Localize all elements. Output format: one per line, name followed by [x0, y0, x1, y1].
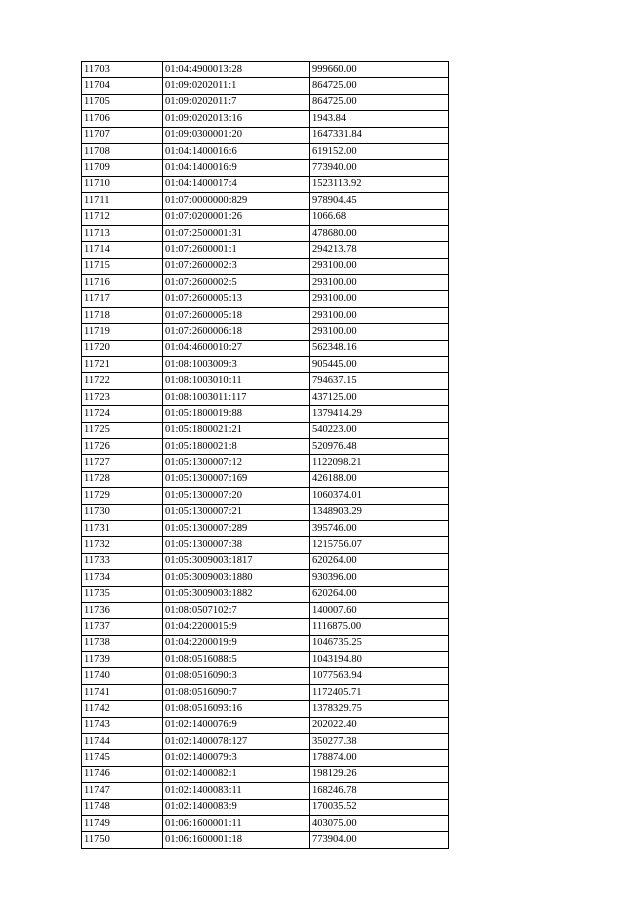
value-cell: 1046735.25	[310, 635, 449, 651]
table-row	[82, 143, 449, 159]
table-row	[82, 832, 449, 848]
table-row	[82, 176, 449, 192]
table-row	[82, 225, 449, 241]
value-cell: 562348.16	[310, 340, 449, 356]
value-cell: 999660.00	[310, 62, 449, 78]
table-row	[82, 193, 449, 209]
cadastral-number-cell: 01:08:0516090:7	[163, 684, 310, 700]
row-number-cell: 11731	[82, 520, 163, 536]
value-cell: 198129.26	[310, 766, 449, 782]
table-row	[82, 422, 449, 438]
cadastral-number-cell: 01:08:0516093:16	[163, 701, 310, 717]
row-number-cell: 11716	[82, 275, 163, 291]
row-number-cell: 11736	[82, 602, 163, 618]
table-row	[82, 357, 449, 373]
table-row	[82, 815, 449, 831]
cadastral-number-cell: 01:07:2600002:3	[163, 258, 310, 274]
row-number-cell: 11703	[82, 62, 163, 78]
cadastral-number-cell: 01:05:1800021:21	[163, 422, 310, 438]
row-number-cell: 11712	[82, 209, 163, 225]
row-number-cell: 11722	[82, 373, 163, 389]
value-cell: 773904.00	[310, 832, 449, 848]
value-cell: 520976.48	[310, 438, 449, 454]
cadastral-number-cell: 01:05:3009003:1882	[163, 586, 310, 602]
row-number-cell: 11727	[82, 455, 163, 471]
table-row	[82, 94, 449, 110]
value-cell: 395746.00	[310, 520, 449, 536]
value-cell: 1215756.07	[310, 537, 449, 553]
value-cell: 1122098.21	[310, 455, 449, 471]
value-cell: 426188.00	[310, 471, 449, 487]
row-number-cell: 11732	[82, 537, 163, 553]
value-cell: 294213.78	[310, 242, 449, 258]
cadastral-number-cell: 01:07:2600005:18	[163, 307, 310, 323]
cadastral-number-cell: 01:09:0202011:1	[163, 78, 310, 94]
table-row	[82, 750, 449, 766]
value-cell: 620264.00	[310, 553, 449, 569]
table-row	[82, 389, 449, 405]
cadastral-number-cell: 01:06:1600001:18	[163, 832, 310, 848]
table-row	[82, 684, 449, 700]
value-cell: 140007.60	[310, 602, 449, 618]
value-cell: 864725.00	[310, 94, 449, 110]
table-row	[82, 307, 449, 323]
value-cell: 978904.45	[310, 193, 449, 209]
row-number-cell: 11735	[82, 586, 163, 602]
cadastral-number-cell: 01:04:2200015:9	[163, 619, 310, 635]
table-row	[82, 701, 449, 717]
table-row	[82, 275, 449, 291]
cadastral-number-cell: 01:04:4900013:28	[163, 62, 310, 78]
table-row	[82, 160, 449, 176]
value-cell: 1943.84	[310, 111, 449, 127]
cadastral-number-cell: 01:04:1400016:9	[163, 160, 310, 176]
row-number-cell: 11750	[82, 832, 163, 848]
value-cell: 619152.00	[310, 143, 449, 159]
value-cell: 178874.00	[310, 750, 449, 766]
cadastral-number-cell: 01:08:0516090:3	[163, 668, 310, 684]
cadastral-number-cell: 01:07:0000000:829	[163, 193, 310, 209]
table-row	[82, 783, 449, 799]
row-number-cell: 11744	[82, 734, 163, 750]
row-number-cell: 11718	[82, 307, 163, 323]
row-number-cell: 11730	[82, 504, 163, 520]
value-cell: 1172405.71	[310, 684, 449, 700]
table-row	[82, 799, 449, 815]
cadastral-number-cell: 01:08:1003011:117	[163, 389, 310, 405]
table-row	[82, 717, 449, 733]
value-cell: 293100.00	[310, 275, 449, 291]
row-number-cell: 11726	[82, 438, 163, 454]
value-cell: 437125.00	[310, 389, 449, 405]
row-number-cell: 11705	[82, 94, 163, 110]
row-number-cell: 11742	[82, 701, 163, 717]
value-cell: 1523113.92	[310, 176, 449, 192]
cadastral-number-cell: 01:08:0516088:5	[163, 652, 310, 668]
cadastral-number-cell: 01:08:0507102:7	[163, 602, 310, 618]
row-number-cell: 11717	[82, 291, 163, 307]
cadastral-number-cell: 01:07:0200001:26	[163, 209, 310, 225]
value-cell: 1060374.01	[310, 488, 449, 504]
table-row	[82, 668, 449, 684]
table-row	[82, 209, 449, 225]
cadastral-number-cell: 01:04:1400017:4	[163, 176, 310, 192]
row-number-cell: 11719	[82, 324, 163, 340]
cadastral-number-cell: 01:09:0202011:7	[163, 94, 310, 110]
cadastral-number-cell: 01:05:3009003:1817	[163, 553, 310, 569]
value-cell: 794637.15	[310, 373, 449, 389]
value-cell: 1647331.84	[310, 127, 449, 143]
value-cell: 1116875.00	[310, 619, 449, 635]
table-row	[82, 438, 449, 454]
table-row	[82, 324, 449, 340]
table-row	[82, 553, 449, 569]
table-row	[82, 734, 449, 750]
row-number-cell: 11711	[82, 193, 163, 209]
value-cell: 202022.40	[310, 717, 449, 733]
cadastral-number-cell: 01:07:2600002:5	[163, 275, 310, 291]
row-number-cell: 11720	[82, 340, 163, 356]
row-number-cell: 11723	[82, 389, 163, 405]
cadastral-number-cell: 01:07:2600005:13	[163, 291, 310, 307]
row-number-cell: 11728	[82, 471, 163, 487]
row-number-cell: 11738	[82, 635, 163, 651]
value-cell: 293100.00	[310, 307, 449, 323]
row-number-cell: 11741	[82, 684, 163, 700]
cadastral-number-cell: 01:04:1400016:6	[163, 143, 310, 159]
table-row	[82, 340, 449, 356]
value-cell: 1077563.94	[310, 668, 449, 684]
value-cell: 1043194.80	[310, 652, 449, 668]
cadastral-number-cell: 01:04:4600010:27	[163, 340, 310, 356]
cadastral-number-cell: 01:07:2500001:31	[163, 225, 310, 241]
row-number-cell: 11749	[82, 815, 163, 831]
value-cell: 293100.00	[310, 291, 449, 307]
cadastral-number-cell: 01:09:0202013:16	[163, 111, 310, 127]
cadastral-number-cell: 01:05:1300007:38	[163, 537, 310, 553]
value-cell: 403075.00	[310, 815, 449, 831]
table-row	[82, 635, 449, 651]
row-number-cell: 11721	[82, 357, 163, 373]
value-cell: 1348903.29	[310, 504, 449, 520]
table-row	[82, 504, 449, 520]
row-number-cell: 11713	[82, 225, 163, 241]
row-number-cell: 11748	[82, 799, 163, 815]
value-cell: 293100.00	[310, 258, 449, 274]
cadastral-number-cell: 01:05:1300007:21	[163, 504, 310, 520]
row-number-cell: 11704	[82, 78, 163, 94]
row-number-cell: 11724	[82, 406, 163, 422]
row-number-cell: 11740	[82, 668, 163, 684]
table-row	[82, 111, 449, 127]
row-number-cell: 11737	[82, 619, 163, 635]
table-row	[82, 62, 449, 78]
table-row	[82, 537, 449, 553]
value-cell: 478680.00	[310, 225, 449, 241]
cadastral-number-cell: 01:08:1003009:3	[163, 357, 310, 373]
value-cell: 930396.00	[310, 570, 449, 586]
cadastral-number-cell: 01:02:1400082:1	[163, 766, 310, 782]
row-number-cell: 11729	[82, 488, 163, 504]
row-number-cell: 11733	[82, 553, 163, 569]
row-number-cell: 11739	[82, 652, 163, 668]
cadastral-number-cell: 01:08:1003010:11	[163, 373, 310, 389]
table-row	[82, 766, 449, 782]
value-cell: 905445.00	[310, 357, 449, 373]
value-cell: 170035.52	[310, 799, 449, 815]
row-number-cell: 11715	[82, 258, 163, 274]
row-number-cell: 11707	[82, 127, 163, 143]
value-cell: 168246.78	[310, 783, 449, 799]
table-row	[82, 619, 449, 635]
table-row	[82, 291, 449, 307]
row-number-cell: 11709	[82, 160, 163, 176]
value-cell: 350277.38	[310, 734, 449, 750]
cadastral-number-cell: 01:02:1400078:127	[163, 734, 310, 750]
row-number-cell: 11710	[82, 176, 163, 192]
table-row	[82, 570, 449, 586]
value-cell: 620264.00	[310, 586, 449, 602]
data-table	[81, 61, 449, 849]
value-cell: 773940.00	[310, 160, 449, 176]
table-row	[82, 520, 449, 536]
row-number-cell: 11708	[82, 143, 163, 159]
cadastral-number-cell: 01:05:1300007:289	[163, 520, 310, 536]
cadastral-number-cell: 01:07:2600001:1	[163, 242, 310, 258]
value-cell: 864725.00	[310, 78, 449, 94]
cadastral-number-cell: 01:04:2200019:9	[163, 635, 310, 651]
value-cell: 1379414.29	[310, 406, 449, 422]
table-row	[82, 488, 449, 504]
cadastral-number-cell: 01:05:1300007:20	[163, 488, 310, 504]
value-cell: 293100.00	[310, 324, 449, 340]
cadastral-number-cell: 01:02:1400083:9	[163, 799, 310, 815]
table-row	[82, 586, 449, 602]
table-row	[82, 406, 449, 422]
cadastral-number-cell: 01:05:1300007:169	[163, 471, 310, 487]
table-row	[82, 78, 449, 94]
cadastral-number-cell: 01:05:3009003:1880	[163, 570, 310, 586]
cadastral-number-cell: 01:02:1400083:11	[163, 783, 310, 799]
table-row	[82, 455, 449, 471]
cadastral-number-cell: 01:02:1400079:3	[163, 750, 310, 766]
cadastral-number-cell: 01:05:1300007:12	[163, 455, 310, 471]
table-row	[82, 242, 449, 258]
row-number-cell: 11734	[82, 570, 163, 586]
value-cell: 1378329.75	[310, 701, 449, 717]
row-number-cell: 11747	[82, 783, 163, 799]
table-row	[82, 258, 449, 274]
table-row	[82, 373, 449, 389]
cadastral-number-cell: 01:06:1600001:11	[163, 815, 310, 831]
cadastral-number-cell: 01:09:0300001:20	[163, 127, 310, 143]
table-row	[82, 471, 449, 487]
table-row	[82, 127, 449, 143]
table-row	[82, 652, 449, 668]
row-number-cell: 11725	[82, 422, 163, 438]
cadastral-number-cell: 01:05:1800021:8	[163, 438, 310, 454]
cadastral-number-cell: 01:05:1800019:88	[163, 406, 310, 422]
row-number-cell: 11714	[82, 242, 163, 258]
table-body	[82, 62, 449, 849]
row-number-cell: 11745	[82, 750, 163, 766]
row-number-cell: 11746	[82, 766, 163, 782]
value-cell: 1066.68	[310, 209, 449, 225]
value-cell: 540223.00	[310, 422, 449, 438]
cadastral-number-cell: 01:07:2600006:18	[163, 324, 310, 340]
cadastral-number-cell: 01:02:1400076:9	[163, 717, 310, 733]
row-number-cell: 11706	[82, 111, 163, 127]
table-row	[82, 602, 449, 618]
row-number-cell: 11743	[82, 717, 163, 733]
